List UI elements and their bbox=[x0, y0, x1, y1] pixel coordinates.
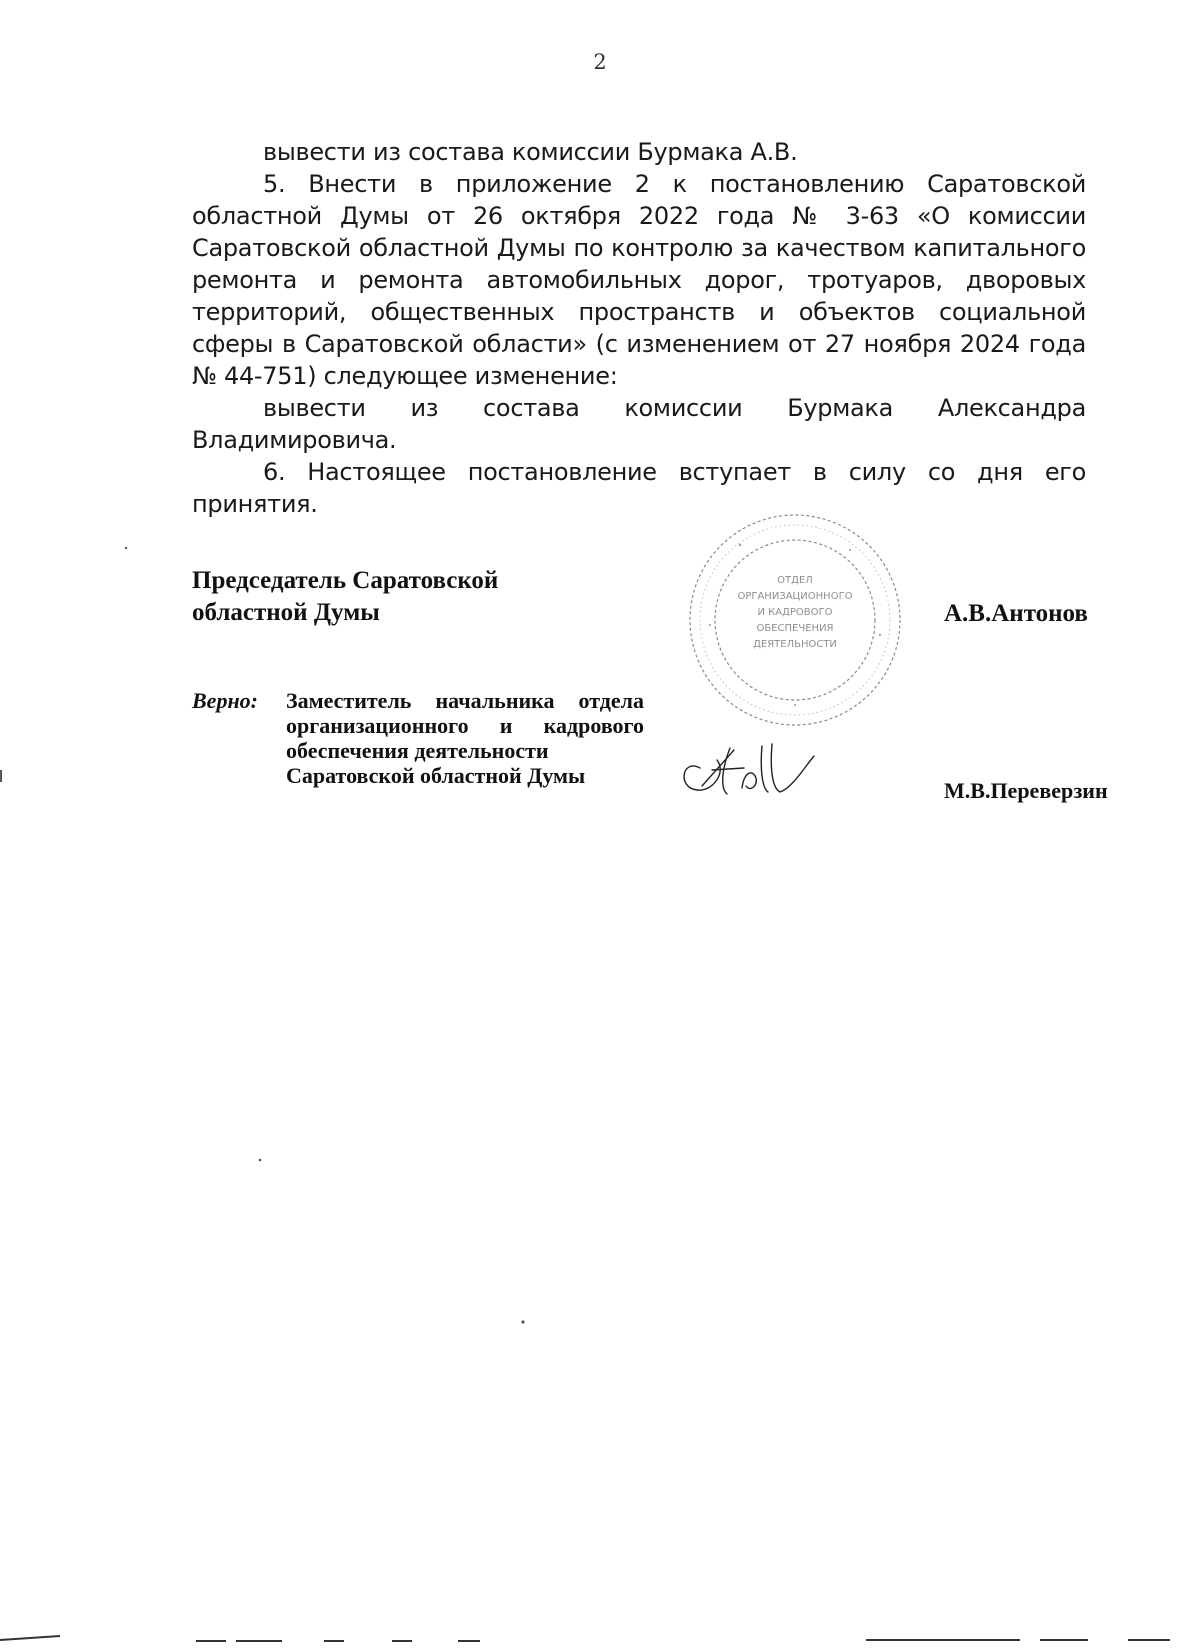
certification-line-1: Заместитель начальника отдела bbox=[286, 688, 644, 713]
chairman-title bbox=[192, 565, 498, 629]
certification-line-2: организационного и кадрового bbox=[286, 713, 644, 738]
page-number: 2 bbox=[593, 50, 607, 74]
chairman-title-line-2: областной Думы bbox=[192, 599, 380, 626]
document-body bbox=[192, 136, 1086, 520]
certification-line-4: Саратовской областной Думы bbox=[286, 763, 586, 788]
certification-line-3: обеспечения деятельности bbox=[286, 738, 549, 763]
official-stamp-icon bbox=[680, 505, 910, 735]
paragraph-3: вывести из состава комиссии Бурмака Александра Владимировича. bbox=[192, 394, 1086, 454]
handwritten-signature-icon bbox=[672, 728, 822, 808]
chairman-title-line-1: Председатель Саратовской bbox=[192, 567, 499, 594]
stamp-line-1: ОТДЕЛ bbox=[777, 575, 813, 586]
paragraph-2: 5. Внести в приложение 2 к постановлению Саратовской областной Думы от 26 октября 2022 года № 3-63 «О комиссии Саратовской областной Думы по контролю за качеством капитального ремонта и ремонта автомобильных дорог, тротуаров, дворовых территорий, общественных пространств и объектов социальной сферы в Саратовской области» (с изменением от 27 ноября 2024 года № 44-751) следующее изменение: bbox=[192, 170, 1086, 390]
stamp-line-4: ОБЕСПЕЧЕНИЯ bbox=[756, 623, 834, 634]
stamp-line-2: ОРГАНИЗАЦИОННОГО bbox=[737, 591, 853, 602]
stamp-line-5: ДЕЯТЕЛЬНОСТИ bbox=[753, 639, 837, 650]
paragraph-1: вывести из состава комиссии Бурмака А.В. bbox=[263, 138, 798, 166]
stamp-line-3: И КАДРОВОГО bbox=[757, 607, 833, 618]
certifier-name: М.В.Переверзин bbox=[944, 778, 1108, 803]
paragraph-4: 6. Настоящее постановление вступает в силу со дня его принятия. bbox=[192, 458, 1086, 518]
chairman-name: А.В.Антонов bbox=[944, 600, 1088, 627]
certification-label: Верно: bbox=[192, 688, 258, 713]
certification-title bbox=[286, 688, 644, 788]
